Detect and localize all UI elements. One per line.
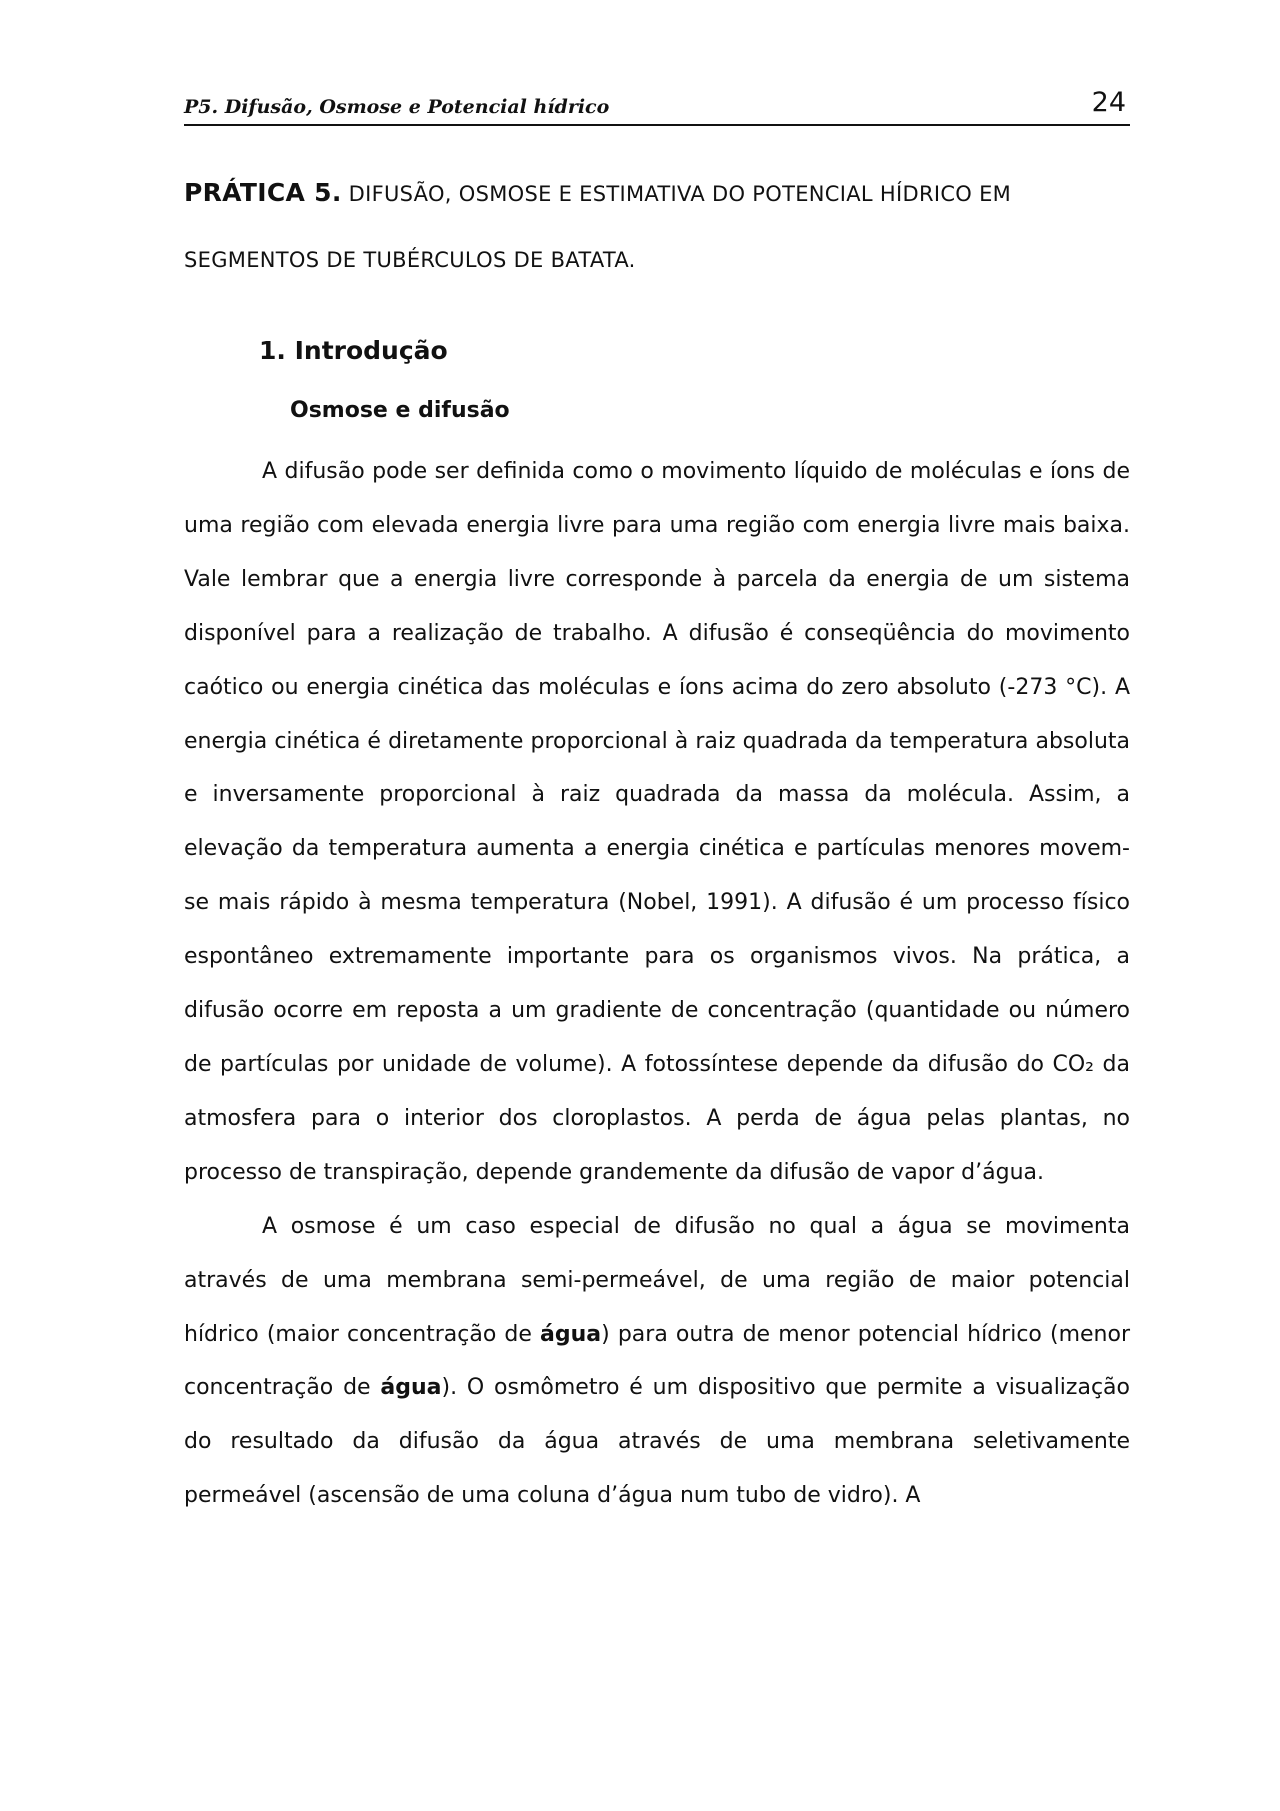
chapter-lead: PRÁTICA 5. [184, 178, 342, 207]
chapter-title-text: DIFUSÃO, OSMOSE E ESTIMATIVA DO POTENCIAL HÍDRICO EM SEGMENTOS DE TUBÉRCULOS DE BATATA. [184, 182, 1012, 272]
chapter-title [184, 160, 1130, 293]
subsection-heading: Osmose e difusão [290, 398, 510, 423]
bold-agua-1: água [540, 1321, 602, 1347]
paragraph-osmosis-part3: ). O osmômetro é um dispositivo que permite a visualização do resultado da difusão da água através de uma membrana seletivamente permeável (ascensão de uma coluna d’água num tubo de vidro). A [184, 1375, 1130, 1509]
paragraph-osmosis-part1: A osmose é um caso especial de difusão no qual a água se movimenta através de uma membrana semi-permeável, de uma região de maior potencial hídrico (maior concentração de [184, 1213, 1130, 1347]
page-number: 24 [1091, 87, 1126, 118]
running-title: P5. Difusão, Osmose e Potencial hídrico [184, 96, 610, 118]
paragraph-osmosis-part2: ) para outra de menor potencial hídrico (menor concentração de [184, 1321, 1130, 1401]
paragraph-diffusion: A difusão pode ser definida como o movimento líquido de moléculas e íons de uma região com elevada energia livre para uma região com energia livre mais baixa. Vale lembrar que a energia livre corresponde à parcela da energia de um sistema disponível para a realização de trabalho. A difusão é conseqüência do movimento caótico ou energia cinética das moléculas e íons acima do zero absoluto (-273 °C). A energia cinética é diretamente proporcional à raiz quadrada da temperatura absoluta e inversamente proporcional à raiz quadrada da massa da molécula. Assim, a elevação da temperatura aumenta a energia cinética e partículas menores movem-se mais rápido à mesma temperatura (Nobel, 1991). A difusão é um processo físico espontâneo extremamente importante para os organismos vivos. Na prática, a difusão ocorre em reposta a um gradiente de concentração (quantidade ou número de partículas por unidade de volume). A fotossíntese depende da difusão do CO₂ da atmosfera para o interior dos cloroplastos. A perda de água pelas plantas, no processo de transpiração, depende grandemente da difusão de vapor d’água. [184, 459, 1130, 1185]
bold-agua-2: água [380, 1375, 442, 1401]
paragraph-osmosis [184, 1200, 1130, 1523]
section-heading: 1. Introdução [259, 336, 448, 365]
running-header [184, 86, 1130, 126]
body-text [184, 445, 1130, 1523]
